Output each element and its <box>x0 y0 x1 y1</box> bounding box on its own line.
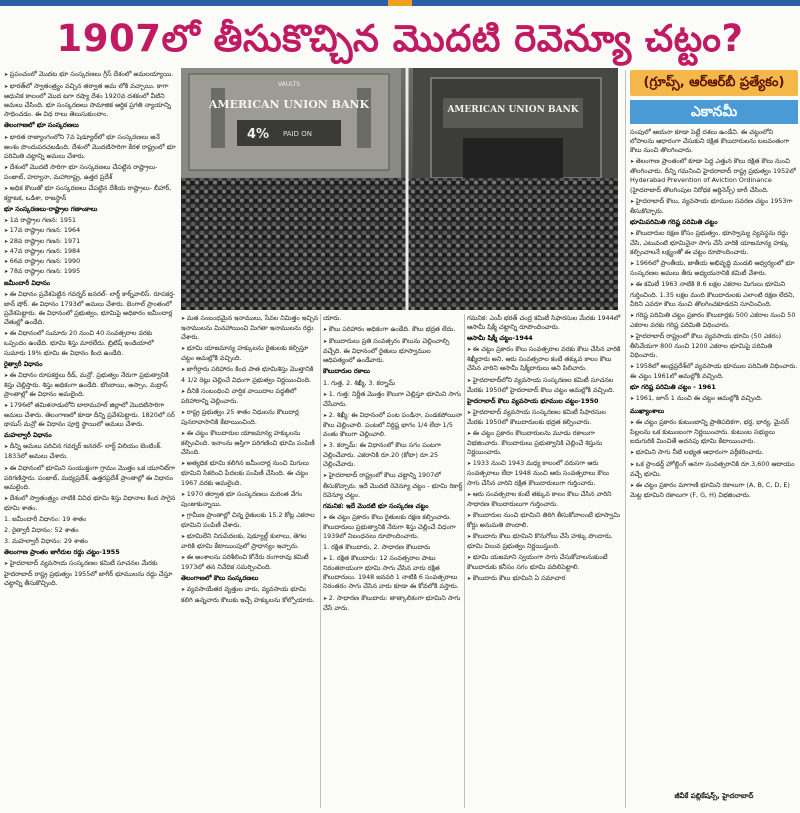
exam-tag: (గ్రూప్స్, ఆర్ఆర్‌బీ ప్రత్యేకం) <box>630 70 798 96</box>
paragraph: ➤ దేశంలో స్వాతంత్ర్యం నాటికి వివిధ భూమి శిస్తు విధానాల కింద సాగైన భూమి శాతం. <box>4 494 176 513</box>
paragraph: ➤ ఈ చట్టం ప్రకారం కౌలుదారులను మూడు రకాలుగా విభజించారు. కౌలుదారులు ప్రభుత్వానికి చెల్లించే శిస్తును నిర్ణయించారు. <box>467 429 622 457</box>
subheading: జమీందారీ విధానం <box>4 278 51 287</box>
list-item: ➤ 1వ రాష్ట్రాల గణన: 1951 <box>4 216 176 226</box>
subheading: రైత్వారీ విధానం <box>4 359 43 368</box>
paragraph: ➤ గ్రామీణ ప్రాంతాల్లో చిన్న రైతులకు 15.2 కోట్ల ఎకరాల భూమిని పంపిణీ చేశారు. <box>181 511 319 530</box>
column-divider <box>464 314 465 808</box>
paragraph: ➤ హైదరాబాద్ రాష్ట్రంలో కౌలు వ్యవసాయ భూమి (50 ఎకరం) తీసివేయగా 800 నుంచి 1200 ఎకరాల భూమిపై పరిమితి విధించారు. <box>630 332 798 360</box>
list-item: ➤ 17వ రాష్ట్రాల గణన: 1964 <box>4 226 176 236</box>
column-divider <box>625 70 626 808</box>
column-5 <box>630 128 798 810</box>
paragraph: ➤ హైదరాబాద్ వ్యవసాయ సంస్కరణల కమిటీ సిఫారసుల మేరకు 1950లో కౌలుదారులకు భద్రత కల్పించారు. <box>467 408 622 427</box>
list-item: 1. జమీందారీ విధానం: 19 శాతం <box>4 515 87 524</box>
census-list <box>4 216 176 277</box>
paragraph: ➤ ఈ చట్టం ప్రకారం కౌలు రైతులకు రక్షణ కల్పించారు. కౌలుదారులు ప్రభుత్వానికి నేరుగా శిస్తు చెల్లించే విధంగా 1939లో నిబంధనలు రూపొందించారు. <box>323 513 463 541</box>
subheading: భూ సంస్కరణలు-రాష్ట్రాల గణాంకాలు <box>4 205 98 214</box>
paragraph: ➤ ఈ చట్టం ప్రకారం మాగాణి భూమిని రకాలుగా (A, B, C, D, E) మెట్ట భూమిని రకాలుగా (F, G, H) విభజించారు. <box>630 481 798 500</box>
paragraph: ➤ హైదరాబాద్‌లోని వ్యవసాయ సంస్కరణల కమిటీ సూచనల మేరకు 1950లో హైదరాబాద్ కౌలు చట్టం అమల్లోకి వచ్చింది. <box>467 376 622 395</box>
paragraph: ➤ వ్యవసాయేతర వృత్తుల వారు, వ్యవసాయ భూమి కలిగి ఉన్నవారు కౌలుకు ఇచ్చే హక్కులను కోల్పోయారు. <box>181 585 319 604</box>
paragraph: ➤ భారత రాజ్యాంగంలోని 7వ షెడ్యూల్‌లో భూ సంస్కరణలు అనే అంశం పొందుపరచబడింది. దేశంలో మొదటిసారిగా కేరళ రాష్ట్రంలో భూ పరిమితి చట్టాన్ని అమలు చేశారు. <box>4 133 176 161</box>
vaults-sign: VAULTS <box>277 81 301 88</box>
paragraph: ➤ కౌలుదారు కౌలు భూమిని కొనుగోలు చేసే హక్కు పొందారు. భూమి విలువ ప్రభుత్వం నిర్ణయిస్తుంది. <box>467 532 622 551</box>
publisher-byline: జీవీకే పబ్లికేషన్స్, హైదరాబాద్ <box>674 792 754 800</box>
paragraph: ➤ కౌలుదారుల నుంచి భూమిని తిరిగి తీసుకోవాలంటే భూస్వామి కోర్టు అనుమతి పొందాలి. <box>467 511 622 530</box>
paragraph: సంపులో ఆయనా కూడా పెట్టే దశలు ఉండేవి. ఈ చట్టంలోని లోపాలను ఆధారంగా చేసుకుని రక్షిత కౌలుదారులను బలవంతంగా కౌలు నుంచి తొలగించారు. <box>630 128 790 155</box>
bank-sign-right: AMERICAN UNION BANK <box>447 105 579 115</box>
top-color-bar <box>0 0 800 6</box>
paragraph: ➤ హైదరాబాద్ రాష్ట్రంలో కౌలు చట్టాన్ని 1907లో తీసుకొచ్చారు. ఇదే మొదటి రెవెన్యూ చట్టం - భూమి రికార్డ్ రెవెన్యూ చట్టం. <box>323 471 463 499</box>
column-divider <box>320 314 321 808</box>
paragraph: ➤ 2. సాధారణ కౌలుదారు: తాత్కాలికంగా భూమిని సాగు చేసే వారు. <box>323 594 463 613</box>
subheading: భూమిపరిమితి గరిష్ట పరిమితి చట్టం <box>630 217 718 226</box>
paragraph: ➤ ఈ చట్టం ప్రకారం కౌలు సంవత్సరాల వరకు కౌలు చేసిన వారికి శిఖ్మీదారు అని, ఆరు సంవత్సరాల కంటే తక్కువ కాలం కౌలు చేసిన వారిని ఆసామీ షిక్మీదారులు అని పిలిచారు. <box>467 345 622 373</box>
paragraph: ➤ దీన్ని అమలు పరిచిన గవర్నర్ జనరల్- లార్డ్ విలియం బెంటింక్. 1833లో అమలు చేశారు. <box>4 442 176 461</box>
bank-run-photo <box>181 68 618 310</box>
list-item: ➤ 28వ రాష్ట్రాల గణన: 1971 <box>4 237 176 247</box>
page-headline: 1907లో తీసుకొచ్చిన మొదటి రెవెన్యూ చట్టం? <box>56 17 744 60</box>
list-item: 2. రైత్వారీ విధానం: 52 శాతం <box>4 526 79 535</box>
paragraph: గమనిక: ఎంపీ భరత్ చంద్ర కమిటీ సిఫారసుల మేరకు 1944లో ఆసామీ షిక్మీ చట్టాన్ని రూపొందించారు. <box>467 314 621 332</box>
paragraph: ➤ కౌలుదారులు ప్రతి సంవత్సరం కౌలును చెల్లించాల్సి వచ్చేది. ఈ విధానంలో రైతులు భూస్వాముల ఆధిపత్యంలో ఉండేవారు. <box>323 337 463 365</box>
subheading: భూ గరిష్ట పరిమితి చట్టం - 1961 <box>630 383 716 392</box>
column-1 <box>4 70 176 810</box>
paragraph: ➤ భూమిలేని నిరుపేదలకు, షెడ్యూల్డ్ కులాలు, తెగల వారికి భూమి కేటాయింపులో ప్రాధాన్యం ఇచ్చారు. <box>181 532 319 551</box>
paragraph: ➤ దీనికి సంబంధించి వార్షిక వాయిదాల పద్ధతిలో పరిహారాన్ని చెల్లించారు. <box>181 387 319 406</box>
paragraph: ➤ ఒక స్టాండర్డ్ హోల్డింగ్ అనగా సంవత్సరానికి రూ.3,600 ఆదాయం వచ్చే భూమి. <box>630 460 798 479</box>
paragraph: ➤ 1. గుత్త: నిర్ణీత మొత్తం కౌలుగా చెల్లిస్తూ భూమిని సాగు చేసేవారు. <box>323 390 463 409</box>
paragraph: ➤ హైదరాబాద్ కౌలు, వ్యవసాయ భూముల సవరణ చట్టం 1953గా తీసుకొచ్చారు. <box>630 197 798 216</box>
subheading: కౌలుదారుల రకాలు <box>323 367 370 376</box>
paragraph: ➤ ఈ చట్టం ప్రకారం కుటుంబాన్ని ప్రాతిపదికగా, భర్త, భార్య, మైనర్ పిల్లలను ఒక కుటుంబంగా నిర్ణయించారు. కుటుంబ సభ్యులు ఐదుగురికి మించితే అదనపు భూమి కేటాయించారు. <box>630 418 798 446</box>
subheading: తెలంగాణలో భూ సంస్కరణలు <box>4 121 79 130</box>
paragraph: ➤ భూమిని సాగు నీటి లభ్యత ఆధారంగా వర్గీకరించారు. <box>630 448 798 458</box>
paragraph: ➤ రాష్ట్ర ప్రభుత్వం 25 శాతం నిధులను కౌలుదార్ల పునరావాసానికి కేటాయించింది. <box>181 408 319 427</box>
subheading: మహల్వారీ విధానం <box>4 431 52 440</box>
paragraph: ➤ కౌలుదారుల రక్షణ కోసం ప్రభుత్వం, భూస్వామ్య వ్యవస్థను రద్దు చేసి, ఎటువంటి భూమినైనా సాగు చేసే వారికి యాజమాన్య హక్కు కల్పించాలనే లక్ష్యంతో ఈ చట్టం రూపొందించారు. <box>630 229 798 257</box>
paragraph: ➤ ఈ కమిటీ 1963 నాటికి 8.6 లక్షల ఎకరాల మిగులు భూమిని గుర్తించింది. 1.35 లక్షల మంది కౌలుదారులకు ఎలాంటి రక్షణ లేదని, వీరిని ఎవరూ కౌలు నుంచి తొలగించకూడదని సూచించింది. <box>630 280 798 308</box>
paragraph: ➤ 1. రక్షిత కౌలుదారు: 12 సంవత్సరాల పాటు నిరంతరాయంగా భూమి సాగు చేసిన వారు రక్షిత కౌలుదారులు. 1948 జనవరి 1 నాటికి 6 సంవత్సరాలు నిరంతరం సాగు చేసిన వారు కూడా ఈ కోవలోకి వస్తారు. <box>323 554 463 591</box>
paragraph: యారు. <box>323 314 342 322</box>
bank-sign-left: AMERICAN UNION BANK <box>208 98 370 111</box>
subheading: తెలంగాణలో కౌలు సంస్కరణలు <box>181 574 259 583</box>
paragraph: ➤ కౌలుదారు కౌలు భూమిని ఏ సమాచార <box>467 574 622 584</box>
paragraph: ➤ ఈ విధానం రూపకర్తలు రీడ్, మన్రో. ప్రభుత్వం నేరుగా ప్రభుత్వానికి శిస్తు చెల్లిస్తారు. శిస్తు అధికంగా ఉండేది. బొంబాయి, అస్సాం, మద్రాస్ ప్రాంతాల్లో ఈ విధానం అమలైంది. <box>4 371 176 399</box>
paragraph: ➤ ఈ విధానం ప్రవేశపెట్టిన గవర్నర్ జనరల్- లార్డ్ కార్న్‌వాలిస్. రూపకర్త- జాన్ షోర్. ఈ విధానం 1793లో అమలు చేశారు. బెంగాల్ ప్రాంతంలో ప్రవేశపెట్టారు. ఈ విధానంలో ప్రభుత్వం, భూమిపై అధికారం జమీందార్ల చేతుల్లో ఉండేది. <box>4 290 176 327</box>
paragraph: ➤ భూమి యజమాని స్వయంగా సాగు చేసుకోవాలనుకుంటే కౌలుదారుకు కనీసం సగం భూమి వదిలిపెట్టాలి. <box>467 553 622 572</box>
paragraph: 1. రక్షిత కౌలుదారు, 2. సాధారణ కౌలుదారు <box>323 543 431 552</box>
list-item: 3. మహల్వారీ విధానం: 29 శాతం <box>4 537 88 546</box>
paragraph: ➤ ఈ విధానంలో భూమిని సంయుక్తంగా గ్రామం మొత్తం ఒక యూనిట్‌గా పరిగణిస్తారు. పంజాబ్, మధ్యప్రదేశ్, ఉత్తరప్రదేశ్ ప్రాంతాల్లో ఈ విధానం అమలైంది. <box>4 464 176 492</box>
list-item: ➤ 47వ రాష్ట్రాల గణన: 1984 <box>4 247 176 257</box>
column-3 <box>323 314 463 810</box>
paragraph: 1. గుత్త, 2. శిఖ్మీ, 3. కర్నామ్ <box>323 378 395 387</box>
paragraph: ➤ 1966లో ప్రాంతీయ, జాతీయ అభివృద్ధి మండలి ఆధ్వర్యంలో భూ సంస్కరణల అమలు తీరు అధ్యయనానికి కమిటీ వేశారు. <box>630 259 798 278</box>
paragraph: ➤ హైదరాబాద్ వ్యవసాయ సంస్కరణల కమిటీ సూచనల మేరకు హైదరాబాద్ రాష్ట్ర ప్రభుత్వం 1955లో జాగీర్ భూములను రద్దు చేస్తూ చట్టాన్ని తీసుకొచ్చింది. <box>4 559 176 587</box>
paragraph: ➤ భారత్‌లో స్వాతంత్ర్యం వచ్చిన తర్వాత అమ లోకి వచ్చాయి. కాగా ఆధునిక కాలంలో మొద టగా రష్యా దేశం 1920వ దశకంలో వీటిని అమలు చేసింది. భూ సంస్కరణలు సామాజిక ఆర్థిక ప్రగతి న్యాయాన్ని సాధించడం. ఈ విధ రాలు తెలుసుకుందాం. <box>4 82 176 119</box>
subheading: తెలంగాణ ప్రాంతం జాగీరుల రద్దు చట్టం-1955 <box>4 548 120 557</box>
paragraph: ➤ అత్యధిక భూమి కలిగిన జమీందార్ల నుంచి మిగులు భూమిని సేకరించి పేదలకు పంపిణీ చేసింది. ఈ చట్టం 1967 వరకు అమలైంది. <box>181 459 319 487</box>
top-bar-accent <box>388 0 412 6</box>
paragraph: ➤ 1961, జూన్ 1 నుంచి ఈ చట్టం అమల్లోకి వచ్చింది. <box>630 394 798 404</box>
paragraph: ➤ దేశంలో మొదటి సారిగా భూ సంస్కరణలు చేపట్టిన రాష్ట్రాలు- పంజాబ్, హర్యానా, మహారాష్ట్ర, ఉత్తర ప్రదేశ్ <box>4 163 176 182</box>
interest-text-sign: PAID ON <box>283 130 312 138</box>
paragraph: ➤ మత సంబంధమైన ఇనాములు, సేవల నిమిత్తం ఇచ్చిన ఇనాములను మినహాయించి మిగతా ఇనాములను రద్దు చేశారు. <box>181 314 319 342</box>
column-2 <box>181 314 319 810</box>
list-item: ➤ 66వ రాష్ట్రాల గణన: 1990 <box>4 257 176 267</box>
paragraph: ➤ జాగీర్దారు పరిహారం కింద పాత భూమిశిస్తు మొత్తానికి 4 1/2 రెట్లు చెల్లించే విధంగా ప్రభుత్వం నిర్ణయించింది. <box>181 365 319 384</box>
paragraph: ➤ ఈ విధానంలో సుమారు 20 నుంచి 40 సంవత్సరాల వరకు ఒప్పందం ఉండేది. భూమి శిస్తు మారలేదు. బ్రిటిష్ ఇండియాలో సుమారు 19% భూమి ఈ విధానం కింద ఉండేది. <box>4 329 176 357</box>
paragraph: ➤ ఈ అంశాలను పరిశీలించి కోనేరు రంగారావు కమిటీ 1973లో తన నివేదిక సమర్పించింది. <box>181 553 319 572</box>
paragraph: ➤ ఆరు సంవత్సరాల కంటే తక్కువ కాలం కౌలు చేసిన వారిని సాధారణ కౌలుదారులుగా గుర్తించారు. <box>467 490 622 509</box>
paragraph: ➤ 2. శిఖ్మీ: ఈ విధానంలో పంట పండినా, పండకపోయినా కౌలు చెల్లించాలి. పంటలో నిర్దిష్ట భాగం 1/4 లేదా 1/5 వంతు కౌలుగా చెల్లించాలి. <box>323 411 463 439</box>
section-label: ఎకానమీ <box>630 100 798 124</box>
subheading: ముఖ్యాంశాలు <box>630 406 665 415</box>
subheading: హైదరాబాద్ కౌలు వ్యవసాయ భూముల చట్టం-1950 <box>467 396 599 405</box>
subheading: గమనిక: ఇదే మొదటి భూ సంస్కరణ చట్టం <box>323 501 429 510</box>
paragraph: ➤ 1933 నుంచి 1943 మధ్య కాలంలో వరుసగా ఆరు సంవత్సరాలు లేదా 1948 నుంచి ఆరు సంవత్సరాలు కౌలు సాగు చేసిన వారిని రక్షిత కౌలుదారులుగా గుర్తించారు. <box>467 459 622 487</box>
paragraph: ➤ ప్రపంచంలో మొదట భూ సంస్కరణలు గ్రీస్ దేశంలో అమలయ్యాయి. <box>4 70 176 80</box>
paragraph: ➤ 1958లో ఆంధ్రప్రదేశ్‌లో వ్యవసాయ భూముల పరిమితి విధించారు. ఈ చట్టం 1961లో అమల్లోకి వచ్చింది. <box>630 362 798 381</box>
subheading: ఆసామీ షిక్మీ చట్టం-1944 <box>467 334 533 343</box>
bank-photo-illustration <box>181 68 618 310</box>
paragraph: ➤ అధిక కౌలుతో భూ సంస్కరణలు చేపట్టిన దేశీయ రాష్ట్రాలు- బీహార్, కర్ణాటక, ఒడిశా, రాజస్థాన్ <box>4 184 176 203</box>
paragraph: ➤ గరిష్ట పరిమితి చట్టం ప్రకారం కౌలుదార్లకు 500 ఎకరాల నుంచి 50 ఎకరాల వరకు గరిష్ట పరిమితి విధించారు. <box>630 311 798 330</box>
paragraph: ➤ కౌలు పరిహారం అధికంగా ఉండేది. కౌలు భద్రత లేదు. <box>323 325 463 335</box>
paragraph: ➤ ఈ చట్టం కౌలుదారుల యాజమాన్య హక్కులను కల్పించింది. ఇనాంను ఆస్తిగా పరిగణించి భూమి పంపిణీ చేసింది. <box>181 429 319 457</box>
paragraph: ➤ 1970 తర్వాత భూ సంస్కరణలు మరింత వేగం పుంజుకున్నాయి. <box>181 490 319 509</box>
column-4 <box>467 314 622 810</box>
paragraph: ➤ 1796లో తమిళనాడులోని బారామహల్ జిల్లాలో మొదటిసారిగా అమలు చేశారు. తెలంగాణలో కూడా దీన్ని ప్రవేశపెట్టారు. 1820లో సర్ థామస్ మన్రో ఈ విధానం పూర్తి స్థాయిలో అమలు చేశారు. <box>4 401 176 429</box>
interest-rate-sign: 4% <box>247 127 270 142</box>
list-item: ➤ 78వ రాష్ట్రాల గణన: 1995 <box>4 267 176 277</box>
paragraph: ➤ తెలంగాణ ప్రాంతంలో కూడా పెద్ద ఎత్తున కౌలు రక్షిత కౌలు నుంచి తొలగించారు. దీన్ని గమనించి హైదరాబాద్ రాష్ట్ర ప్రభుత్వం 1952లో Hyderabad Prevention of Aviction Ordinance (హైదరాబాద్ తొలగింపుల నిరోధక ఆర్డినెన్స్) జారీ చేసింది. <box>630 157 798 194</box>
paragraph: ➤ 3. కర్నామ్: ఈ విధానంలో కౌలు సగం పంటగా చెల్లించేవారు. ఎకరానికి రూ.20 (కోటా) రూ.25 చెల్లించేవారు. <box>323 441 463 469</box>
paragraph: ➤ భూమి యాజమాన్య హక్కులను రైతులకు కల్పిస్తూ చట్టం అమల్లోకి వచ్చింది. <box>181 344 319 363</box>
